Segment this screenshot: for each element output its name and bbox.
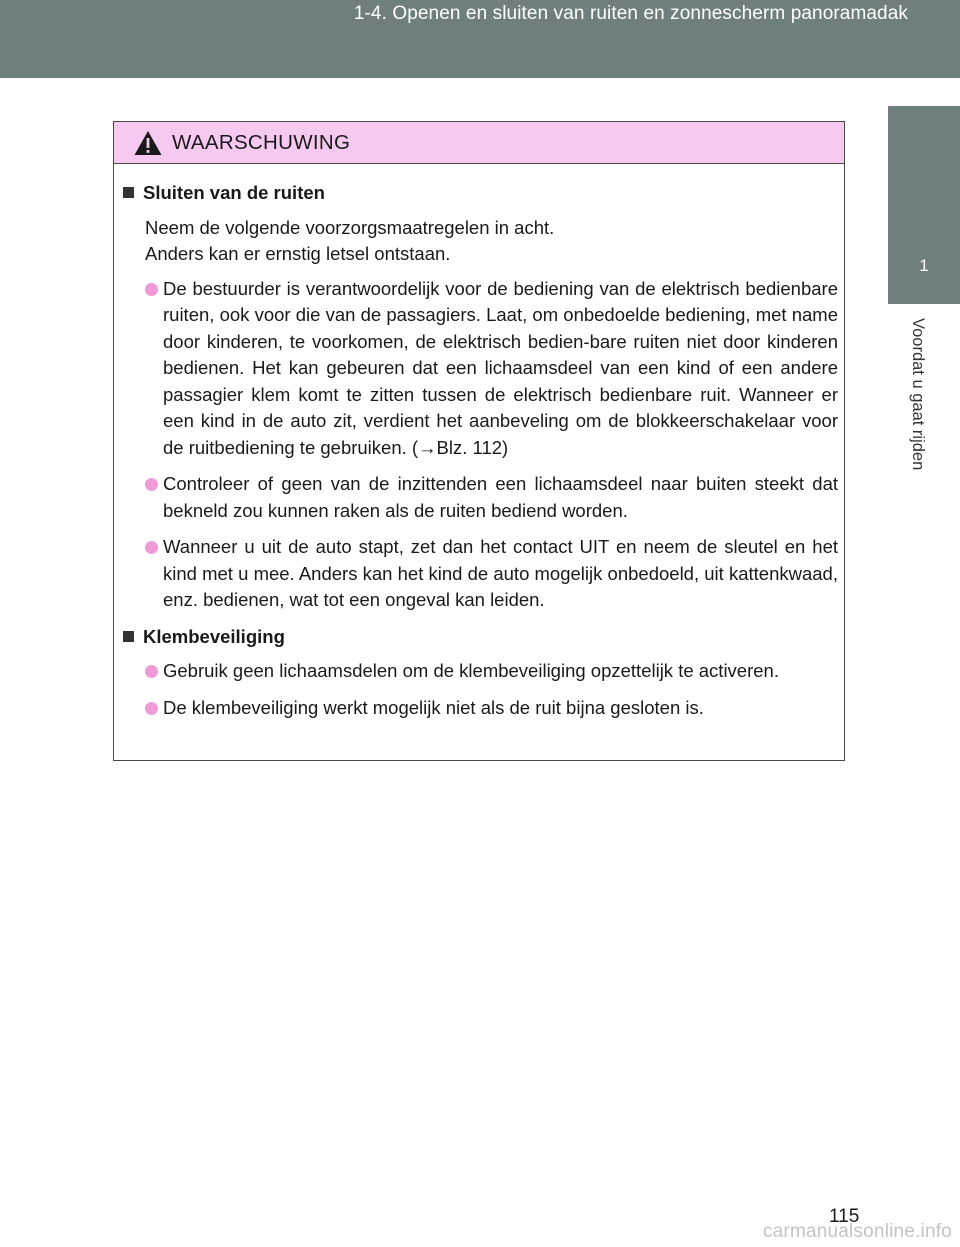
- circle-bullet-icon: [145, 541, 158, 554]
- square-bullet-icon: [123, 187, 134, 198]
- list-item: [123, 471, 838, 524]
- warning-box: [113, 121, 845, 761]
- watermark: carmanualsonline.info: [762, 1221, 952, 1242]
- chapter-side-tab: [888, 106, 960, 304]
- page-number: 115: [829, 1206, 860, 1227]
- intro-line: Neem de volgende voorzorgsmaatregelen in acht.: [145, 216, 555, 238]
- list-item: [123, 534, 838, 614]
- list-item-text: De klembeveiliging werkt mogelijk niet als de ruit bijna gesloten is.: [163, 696, 704, 718]
- list-item-text: Controleer of geen van de inzittenden een lichaamsdeel naar buiten steekt dat bekneld zou kunnen raken als de ruiten bediend worden.: [163, 473, 838, 521]
- circle-bullet-icon: [145, 283, 158, 296]
- section-heading: [123, 624, 838, 651]
- list-item-text: Wanneer u uit de auto stapt, zet dan het contact UIT en neem de sleutel en het kind met u mee. Anders kan het kind de auto mogelijk onbedoeld, uit kattenkwaad, enz. bedienen, wat tot een ongeval kan leiden.: [163, 536, 838, 610]
- chapter-number: 1: [919, 256, 929, 275]
- section-heading: [123, 180, 838, 207]
- warning-content: [114, 164, 844, 721]
- list-item-text: De bestuurder is verantwoordelijk voor de bediening van de elektrisch bedienbare ruiten, ook voor die van de passagiers. Laat, om onbedoelde bediening, met name door kinderen, te voorkomen, de elektrisch bedien-bare ruiten niet door kinderen bedienen. Het kan gebeuren dat een lichaamsdeel van een kind of een andere passagier klem komt te zitten tussen de elektrisch bedienbare ruit. Wanneer er een kind in de auto zit, verdient het aanbeveling om de blokkeerschakelaar voor de ruitbediening te gebruiken. (→Blz. 112): [163, 277, 838, 458]
- warning-header: [114, 122, 844, 164]
- chapter-title: 1-4. Openen en sluiten van ruiten en zonnescherm panoramadak: [353, 3, 908, 24]
- list-item-text: Gebruik geen lichaamsdelen om de klembeveiliging opzettelijk te activeren.: [163, 660, 779, 681]
- list-item: [123, 658, 838, 685]
- warning-title: WAARSCHUWING: [172, 131, 351, 154]
- warning-triangle-icon: [133, 129, 163, 157]
- section-heading-text: Klembeveiliging: [143, 625, 285, 647]
- chapter-side-label: Voordat u gaat rijden: [909, 318, 927, 471]
- list-item: [123, 695, 838, 722]
- list-item: [123, 276, 838, 462]
- intro-line: Anders kan er ernstig letsel ontstaan.: [145, 243, 451, 264]
- section-intro: [123, 215, 838, 268]
- section-heading-text: Sluiten van de ruiten: [143, 182, 325, 203]
- square-bullet-icon: [123, 631, 134, 642]
- chapter-header-bar: [0, 0, 960, 78]
- circle-bullet-icon: [145, 478, 158, 491]
- circle-bullet-icon: [145, 665, 158, 678]
- circle-bullet-icon: [145, 702, 158, 715]
